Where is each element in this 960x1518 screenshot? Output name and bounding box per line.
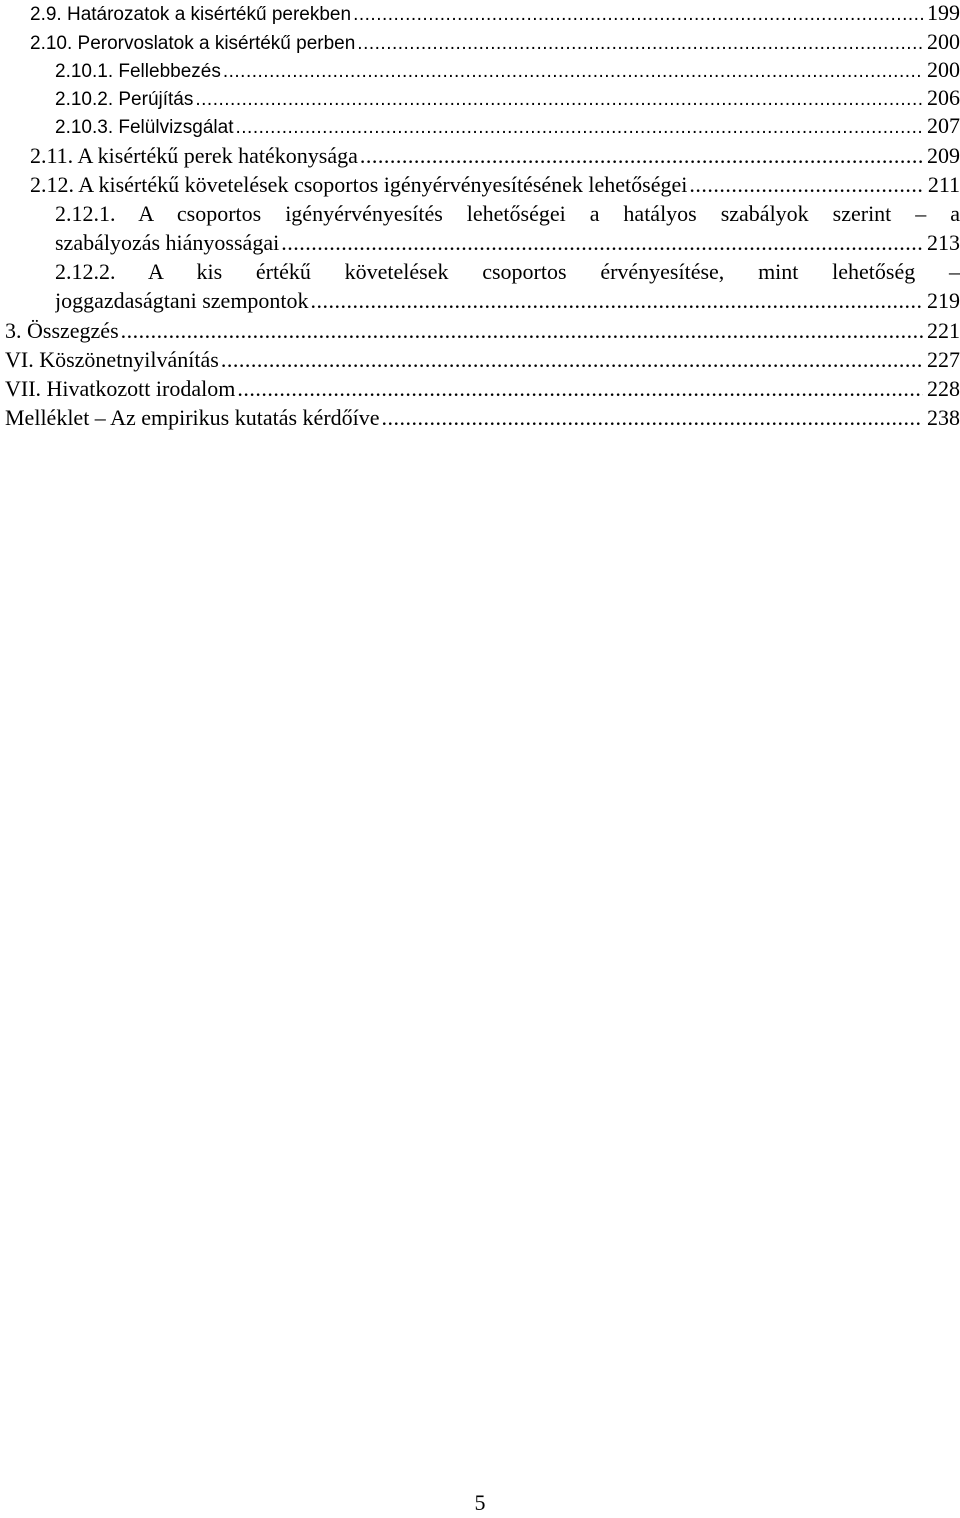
toc-page-number: 221 [927, 318, 960, 343]
toc-entry-title: szabályozás hiányosságai [55, 230, 280, 255]
toc-page-number: 209 [927, 143, 960, 168]
toc-leader-dots [237, 374, 923, 403]
toc-entry-title: VI. Köszönetnyilvánítás [5, 347, 219, 372]
toc-entry-title-line: 2.12.2. A kis értékű követelések csoportos érvényesítése, mint lehetőség – [55, 259, 960, 284]
toc-page-number: 207 [927, 113, 960, 138]
toc-entry-title: 2.10.1. Fellebbezés [55, 61, 221, 82]
toc-leader-dots [223, 57, 923, 86]
toc-entry-first-line[interactable] [0, 199, 960, 228]
toc-page-number: 206 [927, 85, 960, 110]
toc-page-number: 211 [927, 172, 960, 197]
toc-leader-dots [353, 0, 923, 29]
toc-leader-dots [689, 170, 923, 199]
toc-page-number: 200 [927, 29, 960, 54]
toc-entry-title: 2.10.2. Perújítás [55, 89, 194, 110]
toc-entry[interactable] [0, 83, 960, 112]
toc-entry[interactable] [0, 170, 960, 199]
toc-entry-title: joggazdaságtani szempontok [55, 288, 309, 313]
toc-entry-title: 2.9. Határozatok a kisértékű perekben [30, 4, 352, 25]
toc-leader-dots [382, 403, 923, 432]
toc-leader-dots [357, 29, 923, 58]
toc-page-number: 219 [927, 288, 960, 313]
toc-entry-title: VII. Hivatkozott irodalom [5, 376, 236, 401]
toc-entry-first-line[interactable] [0, 257, 960, 286]
toc-entry[interactable] [0, 345, 960, 374]
toc-leader-dots [236, 113, 924, 142]
toc-entry[interactable] [0, 141, 960, 170]
toc-entry-title: 2.10. Perorvoslatok a kisértékű perben [30, 33, 356, 54]
toc-entry-title: 2.11. A kisértékű perek hatékonysága [30, 143, 358, 168]
toc-entry[interactable] [0, 374, 960, 403]
toc-leader-dots [221, 345, 923, 374]
toc-entry[interactable] [0, 111, 960, 140]
page-number: 5 [474, 1490, 486, 1515]
toc-entry[interactable] [0, 228, 960, 257]
toc-entry[interactable] [0, 55, 960, 84]
toc-page-number: 199 [927, 0, 960, 25]
toc-leader-dots [360, 141, 923, 170]
toc-page-number: 228 [927, 376, 960, 401]
toc-page-number: 227 [927, 347, 960, 372]
toc-entry-title: Melléklet – Az empirikus kutatás kérdőíve [5, 405, 380, 430]
toc-page-number: 200 [927, 57, 960, 82]
toc-entry-title-line: 2.12.1. A csoportos igényérvényesítés lehetőségei a hatályos szabályok szerint – a [55, 201, 960, 226]
toc-entry[interactable] [0, 316, 960, 345]
toc-entry[interactable] [0, 0, 960, 27]
toc-leader-dots [195, 85, 923, 114]
toc-entry[interactable] [0, 403, 960, 432]
toc-entry[interactable] [0, 286, 960, 315]
toc-leader-dots [311, 286, 923, 315]
toc-entry-title: 2.12. A kisértékű követelések csoportos igényérvényesítésének lehetőségei [30, 172, 688, 197]
toc-page-number: 213 [927, 230, 960, 255]
toc-entry-title: 3. Összegzés [5, 318, 119, 343]
toc-leader-dots [281, 228, 923, 257]
toc-entry-title: 2.10.3. Felülvizsgálat [55, 117, 234, 138]
toc-leader-dots [121, 316, 923, 345]
toc-entry[interactable] [0, 27, 960, 56]
toc-page-number: 238 [927, 405, 960, 430]
